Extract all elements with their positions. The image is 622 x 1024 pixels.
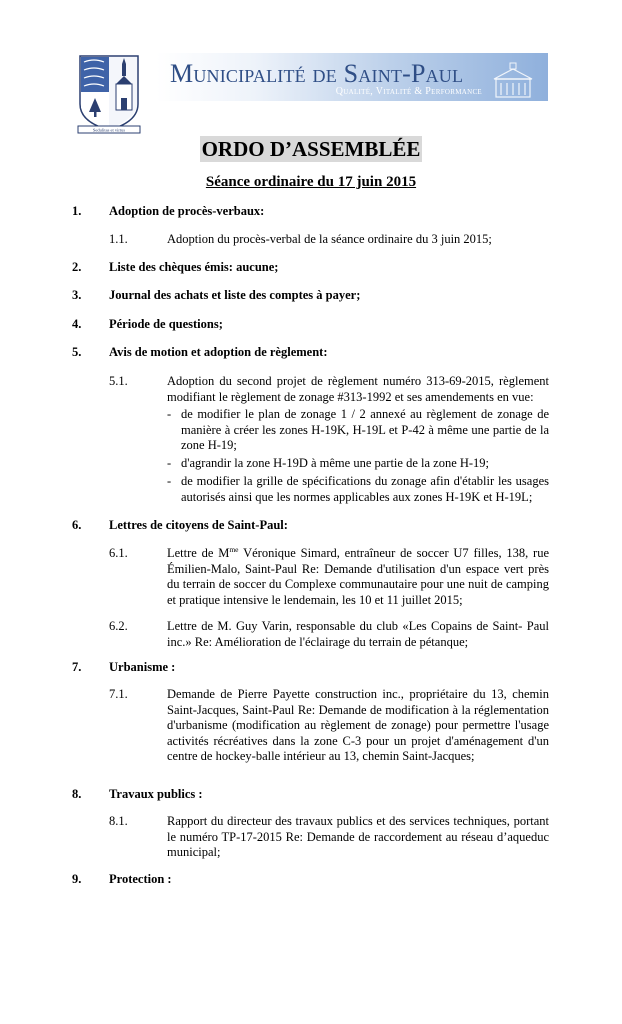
item-8-1-text: Rapport du directeur des travaux publics et des services techniques, portant le numéro TP-17-2015 Re: Demande de raccordement au réseau d’aqueduc municipal; — [167, 814, 549, 859]
document-subtitle: Séance ordinaire du 17 juin 2015 — [205, 174, 417, 190]
item-6-1-prefix: Lettre de M — [167, 546, 230, 560]
document-title-wrap — [0, 136, 622, 162]
section-1-number: 1. — [72, 204, 82, 218]
section-3-number: 3. — [72, 288, 82, 302]
municipality-name: Municipalité de Saint-Paul — [170, 59, 464, 88]
bullet-dash: - — [167, 456, 172, 470]
bullet-dash: - — [167, 407, 172, 421]
item-6-1-number: 6.1. — [109, 546, 128, 560]
document-title: ORDO D’ASSEMBLÉE — [201, 137, 421, 161]
section-9-title: Protection : — [109, 872, 172, 886]
section-2-number: 2. — [72, 260, 82, 274]
item-1-1-text: Adoption du procès-verbal de la séance ordinaire du 3 juin 2015; — [167, 232, 492, 246]
section-2-title: Liste des chèques émis: aucune; — [109, 260, 279, 274]
item-5-1-number: 5.1. — [109, 374, 128, 388]
bullet-dash: - — [167, 474, 172, 488]
item-5-1-bullet-1: de modifier le plan de zonage 1 / 2 annexé au règlement de zonage de manière à créer les zones H-19K, H-19L et P-42 à même une partie de la zone H-19; — [181, 407, 549, 452]
item-5-1-text: Adoption du second projet de règlement numéro 313-69-2015, règlement modifiant le règlement de zonage #313-1992 et ses amendements en vue: — [167, 374, 549, 404]
item-6-1-text — [167, 546, 549, 608]
municipality-slogan: Qualité, Vitalité & Performance — [335, 86, 482, 97]
section-6-number: 6. — [72, 518, 82, 532]
item-1-1-number: 1.1. — [109, 232, 128, 246]
section-5-title: Avis de motion et adoption de règlement: — [109, 345, 328, 359]
section-1-title: Adoption de procès-verbaux: — [109, 204, 265, 218]
municipal-crest-logo — [76, 52, 142, 136]
header-banner — [156, 53, 548, 101]
section-6-title: Lettres de citoyens de Saint-Paul: — [109, 518, 288, 532]
section-9-number: 9. — [72, 872, 82, 886]
section-5-number: 5. — [72, 345, 82, 359]
town-hall-icon — [488, 61, 538, 99]
crest-motto: Sedulitas et virtus — [92, 127, 126, 133]
item-6-1-superscript: me — [229, 545, 239, 554]
item-6-1-body: Véronique Simard, entraîneur de soccer U7 filles, 138, rue Émilien-Malo, Saint-Paul Re: Demande d'utilisation d'un espace vert près du terrain de soccer du Complexe communautaire pour une nuit de camping et pratique intensive le lendemain, les 10 et 11 juillet 2015; — [167, 546, 549, 607]
item-8-1-number: 8.1. — [109, 814, 128, 828]
section-7-number: 7. — [72, 660, 82, 674]
section-4-number: 4. — [72, 317, 82, 331]
item-5-1-bullet-3: de modifier la grille de spécifications du zonage afin d'établir les usages autorisés ainsi que les normes applicables aux zones H-19K et H-19L; — [181, 474, 549, 504]
item-7-1-text: Demande de Pierre Payette construction inc., propriétaire du 13, chemin Saint-Jacques, Saint-Paul Re: Demande de modification à la réglementation d'urbanisme (modification au règlement de zonage) pour permettre l'usage activités récréatives dans la zone C-3 pour un projet d'aménagement d'un centre de hockey-balle intérieur au 13, chemin Saint-Jacques; — [167, 687, 549, 763]
item-5-1-bullet-2: d'agrandir la zone H-19D à même une partie de la zone H-19; — [181, 456, 490, 470]
section-4-title: Période de questions; — [109, 317, 223, 331]
item-7-1-number: 7.1. — [109, 687, 128, 701]
section-8-title: Travaux publics : — [109, 787, 203, 801]
section-8-number: 8. — [72, 787, 82, 801]
item-6-2-text: Lettre de M. Guy Varin, responsable du club «Les Copains de Saint- Paul inc.» Re: Amélioration de l'éclairage du terrain de pétanque; — [167, 619, 549, 649]
section-7-title: Urbanisme : — [109, 660, 176, 674]
section-3-title: Journal des achats et liste des comptes à payer; — [109, 288, 361, 302]
item-6-2-number: 6.2. — [109, 619, 128, 633]
